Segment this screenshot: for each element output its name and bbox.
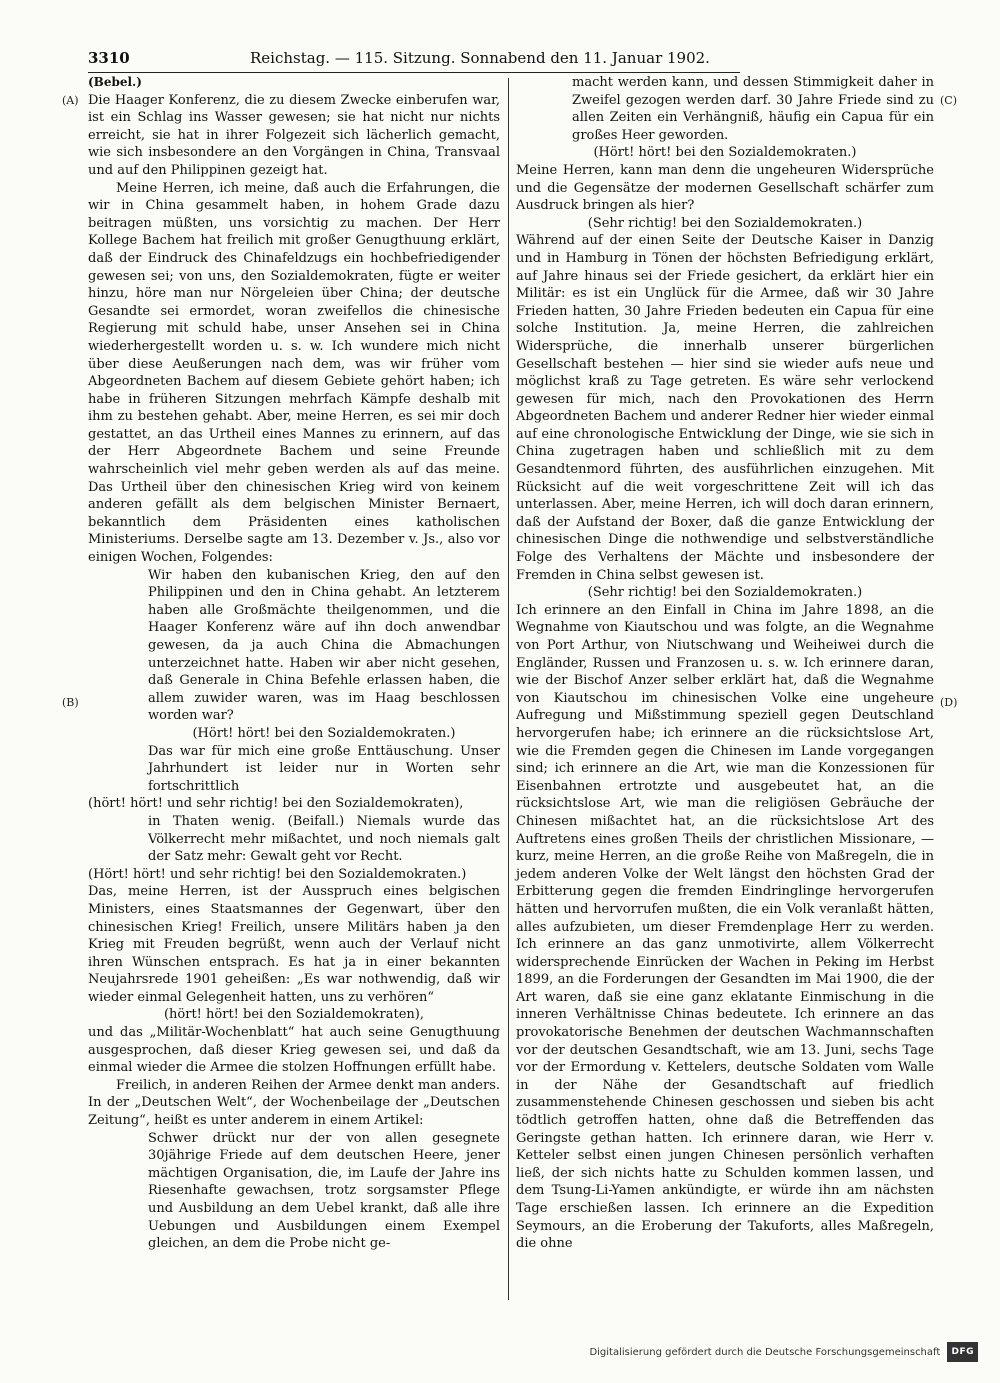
paragraph: (Hört! hört! und sehr richtig! bei den Sozialdemokraten.) <box>88 866 467 882</box>
margin-marker-b: (B) <box>62 696 79 709</box>
footer <box>580 1342 978 1360</box>
running-header <box>88 46 738 70</box>
speaker-name: (Bebel.) <box>88 75 142 89</box>
paragraph: Das, meine Herren, ist der Ausspruch eines belgischen Ministers, eines Staatsmannes der Gegenwart, über den chinesischen Krieg! Freilich, unsere Militärs haben ja den Krieg mit Freuden begrüßt, wenn auch der Verlauf nicht ihren Wünschen entsprach. Es hat ja in einer bekannten Neujahrsrede 1901 geheißen: „Es war nothwendig, daß wir wieder einmal Gelegenheit hatten, uns zu verhören“ <box>88 884 500 1005</box>
margin-marker-c: (C) <box>940 94 957 107</box>
paragraph: in Thaten wenig. (Beifall.) Niemals wurde das Völkerrecht mehr mißachtet, und noch niemals galt der Satz mehr: Gewalt geht vor Recht. <box>148 813 500 865</box>
paragraph: (Hört! hört! bei den Sozialdemokraten.) <box>593 145 857 161</box>
paragraph: (hört! hört! und sehr richtig! bei den Sozialdemokraten), <box>88 796 464 812</box>
running-title: Reichstag. — 115. Sitzung. Sonnabend den 11. Januar 1902. <box>250 49 710 67</box>
paragraph: Schwer drückt nur der von allen gesegnete 30jährige Friede auf dem deutschen Heere, jener mächtigen Organisation, die, im Laufe der Jahre ins Riesenhafte gewachsen, trotz sorgsamster Pflege und Ausbildung an dem Uebel krankt, daß alle ihre Uebungen und Ausbildungen einem Exempel gleichen, an dem die Probe nicht ge- <box>148 1130 500 1252</box>
paragraph: Wir haben den kubanischen Krieg, den auf den Philippinen und den in China gehabt. An letzterem haben alle Großmächte theilgenommen, und die Haager Konferenz wäre auf ihn doch anwendbar gewesen, da ja auch China die Abmachungen unterzeichnet hatte. Haben wir aber nicht gesehen, daß Generale in China Befehle erlassen haben, die allem zuwider waren, was im Haag beschlossen worden war? <box>148 567 500 724</box>
paragraph: (Sehr richtig! bei den Sozialdemokraten.) <box>587 585 863 601</box>
left-column <box>88 74 500 1253</box>
right-column <box>516 74 934 1253</box>
paragraph: Meine Herren, ich meine, daß auch die Erfahrungen, die wir in China gesammelt haben, in hohem Grade dazu beitragen müßten, uns vorsichtig zu machen. Der Herr Kollege Bachem hat freilich mit großer Genugthuung erklärt, daß der Eindruck des Chinafeldzugs ein hochbefriedigender gewesen sei; von uns, den Sozialdemokraten, fügte er weiter hinzu, höre man nur Nörgeleien über China; der deutsche Gesandte sei ermordet, woran zweifellos die chinesische Regierung mit schuld habe, unser Ansehen sei in China wiederhergestellt worden u. s. w. Ich wundere mich nicht über diese Aeußerungen nach dem, was wir früher vom Abgeordneten Bachem auf diesem Gebiete gehört haben; ich habe in früheren Sitzungen mehrfach Kämpfe deshalb mit ihm zu bestehen gehabt. Aber, meine Herren, es sei mir doch gestattet, an das Urtheil eines Mannes zu erinnern, auf das der Herr Abgeordnete Bachem und seine Freunde wahrscheinlich viel mehr geben werden als auf das meine. Das Urtheil über den chinesischen Krieg wird von keinem anderen gefällt als dem belgischen Minister Bernaert, bekanntlich dem Präsidenten eines katholischen Ministeriums. Derselbe sagte am 13. Dezember v. Js., also vor einigen Wochen, Folgendes: <box>88 180 500 566</box>
margin-marker-a: (A) <box>62 94 79 107</box>
column-divider <box>508 78 509 1300</box>
paragraph: (Hört! hört! bei den Sozialdemokraten.) <box>192 725 456 741</box>
paragraph: (Sehr richtig! bei den Sozialdemokraten.) <box>587 215 863 231</box>
paragraph: Meine Herren, kann man denn die ungeheuren Widersprüche und die Gegensätze der modernen Gesellschaft schärfer zum Ausdruck bringen als hier? <box>516 162 934 214</box>
paragraph: Die Haager Konferenz, die zu diesem Zwecke einberufen war, ist ein Schlag ins Wasser gewesen; sie hat nicht nur nichts erreicht, sie hat in ihrer Folgezeit sich lächerlich gemacht, wie sich insbesondere an den Vorgängen in China, Transvaal und auf den Philippinen gezeigt hat. <box>88 92 500 178</box>
paragraph: Während auf der einen Seite der Deutsche Kaiser in Danzig und in Hamburg in Tönen der höchsten Befriedigung erklärt, auf Jahre hinaus sei der Friede gesichert, da erklärt hier ein Militär: es ist ein Unglück für die Armee, daß wir 30 Jahre Frieden hatten, 30 Jahre Frieden bedeuten ein Capua für eine solche Institution. Ja, meine Herren, die zahlreichen Widersprüche, die innerhalb unserer bürgerlichen Gesellschaft bestehen — hier sind sie wieder aufs neue und möglichst kraß zu Tage getreten. Es wäre sehr verlockend gewesen für mich, nach den Provokationen des Herrn Abgeordneten Bachem und anderer Redner hier wieder einmal auf eine chronologische Entwicklung der Dinge, wie sie sich in China zugetragen haben und schließlich mit zu dem Gesandtenmord führten, des ausführlichen einzugehen. Mit Rücksicht auf die weit vorgeschrittene Zeit will ich das unterlassen. Aber, meine Herren, ich will doch daran erinnern, daß der Aufstand der Boxer, daß die ganze Entwicklung der chinesischen Dinge die nothwendige und selbstverständliche Folge des Verhaltens der Mächte und insbesondere der Fremden in China selbst gewesen ist. <box>516 233 934 583</box>
footer-credit: Digitalisierung gefördert durch die Deutsche Forschungsgemeinschaft <box>589 1347 941 1358</box>
paragraph: Das war für mich eine große Enttäuschung. Unser Jahrhundert ist leider nur in Worten sehr fortschrittlich <box>148 743 500 794</box>
paragraph: Freilich, in anderen Reihen der Armee denkt man anders. In der „Deutschen Welt“, der Wochenbeilage der „Deutschen Zeitung“, heißt es unter anderem in einem Artikel: <box>88 1077 500 1129</box>
header-rule <box>88 72 740 73</box>
page-number: 3310 <box>88 49 130 67</box>
paragraph: und das „Militär-Wochenblatt“ hat auch seine Genugthuung ausgesprochen, daß dieser Krieg gewesen sei, und daß da einmal wieder die Armee die stolzen Hoffnungen erfüllt habe. <box>88 1025 500 1076</box>
paragraph: (hört! hört! bei den Sozialdemokraten), <box>163 1007 425 1023</box>
paragraph: Ich erinnere an den Einfall in China im Jahre 1898, an die Wegnahme von Kiautschou und was folgte, an die Wegnahme von Port Arthur, von Niutschwang und Weiheiwei durch die Engländer, Russen und Franzosen u. s. w. Ich erinnere daran, wie der Bischof Anzer selber erklärt hat, daß die Wegnahme von Kiautschou im chinesischen Volke eine ungeheure Aufregung und Mißstimmung speziell gegen Deutschland hervorgerufen habe; ich erinnere an die rücksichtslose Art, wie die Fremden gegen die Chinesen im Lande vorgegangen sind; ich erinnere an die Art, wie man die Konzessionen für Eisenbahnen ertrotzte und ausgebeutet hat, an die rücksichtslose Art, wie man die religiösen Gebräuche der Chinesen mißachtet hat, an die rücksichtslose Art des Auftretens eines großen Theils der christlichen Missionare, — kurz, meine Herren, an die große Reihe von Maßregeln, die in jedem anderen Volke der Welt längst den höchsten Grad der Erbitterung gegen die fremden Eindringlinge hervorgerufen hätten und hervorrufen mußten, die ein Volk veranlaßt hätten, alles aufzubieten, um dieser Fremdenplage Herr zu werden. Ich erinnere an das ganz unmotivirte, allem Völkerrecht widersprechende Einrücken der Wachen in Peking im Herbst 1899, an die Forderungen der Gesandten im Mai 1900, die der Art waren, daß sie eine ganz eklatante Einmischung in die inneren Verhältnisse Chinas bedeutete. Ich erinnere an das provokatorische Benehmen der deutschen Wachmannschaften vor der deutschen Gesandtschaft, wie am 13. Juni, sechs Tage vor der Ermordung v. Kettelers, deutsche Soldaten vom Walle in der Nähe der Gesandtschaft auf friedlich zusammenstehende Chinesen geschossen und sieben bis acht tödtlich getroffen hatten, ohne daß die Betreffenden das Geringste gethan hatten. Ich erinnere daran, wie Herr v. Ketteler selbst einen jungen Chinesen persönlich verhaften ließ, der sich nichts hatte zu Schulden kommen lassen, und dem Tsung-Li-Yamen ankündigte, er würde ihn am nächsten Tage erschießen lassen. Ich erinnere an die Expedition Seymours, an die Eroberung der Takuforts, alles Maßregeln, die ohne <box>516 602 934 1252</box>
dfg-logo-icon: DFG <box>947 1342 978 1362</box>
margin-marker-d: (D) <box>940 696 958 709</box>
paragraph: macht werden kann, und dessen Stimmigkeit daher in Zweifel gezogen werden darf. 30 Jahre Friede sind zu allen Zeiten ein Verhängniß, häufig ein Capua für ein großes Heer geworden. <box>572 75 934 143</box>
